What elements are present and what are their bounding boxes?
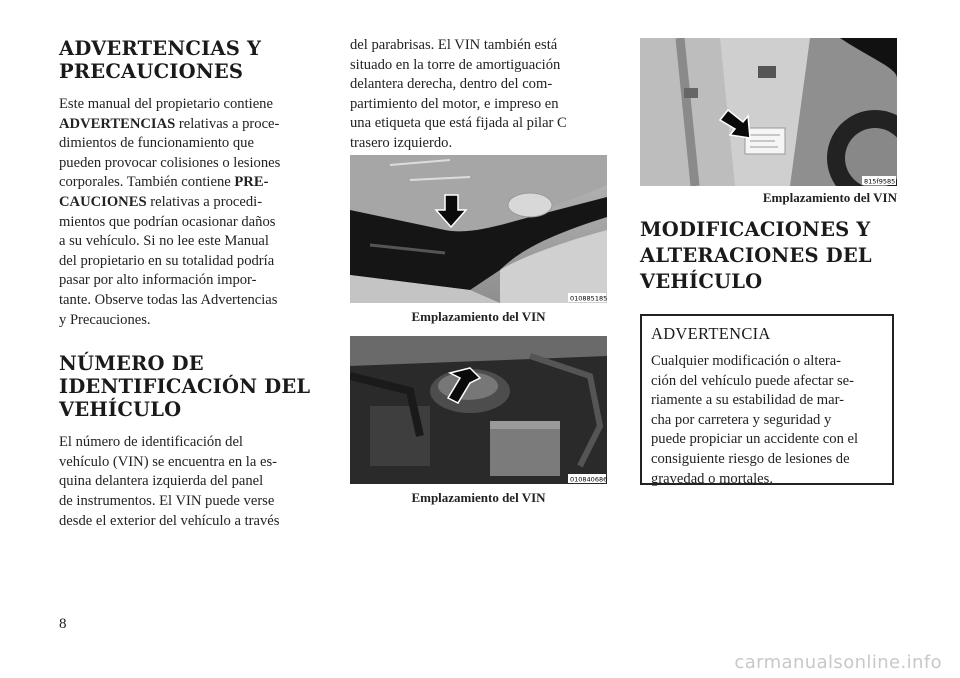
- title-line: ADVERTENCIAS Y: [59, 37, 262, 60]
- engine-photo: [350, 336, 607, 484]
- body-line: delantera derecha, dentro del com-: [350, 76, 553, 93]
- text-run: relativas a proce-: [175, 115, 280, 132]
- warning-box: [640, 314, 894, 485]
- bold-term: ADVERTENCIAS: [59, 115, 176, 132]
- body-line: mientos que podrían ocasionar daños: [59, 213, 276, 230]
- advertencias-body: [59, 95, 314, 330]
- body-line: desde el exterior del vehículo a través: [59, 512, 280, 529]
- vin-body: [59, 433, 314, 531]
- title-line: ALTERACIONES DEL: [640, 244, 872, 267]
- figure-windshield-vin: [350, 155, 607, 303]
- text-run: relativas a procedi-: [146, 193, 263, 210]
- warning-line: gravedad o mortales.: [651, 470, 773, 487]
- body-line: situado en la torre de amortiguación: [350, 56, 561, 73]
- body-line: de instrumentos. El VIN puede verse: [59, 492, 275, 509]
- body-line: quina delantera izquierda del panel: [59, 473, 264, 490]
- figure-caption: Emplazamiento del VIN: [411, 490, 546, 505]
- figure-code: 815f9585: [864, 177, 896, 186]
- bold-term: PRE-: [234, 174, 269, 191]
- page-number: 8: [59, 616, 67, 632]
- body-line: [59, 173, 314, 193]
- body-line: a su vehículo. Si no lee este Manual: [59, 233, 269, 250]
- figure-engine-vin: [350, 336, 607, 484]
- warning-line: riamente a su estabilidad de mar-: [651, 392, 844, 409]
- body-line: pueden provocar colisiones o lesiones: [59, 154, 281, 171]
- watermark: carmanualsonline.info: [734, 652, 942, 673]
- body-line: del parabrisas. El VIN también está: [350, 37, 558, 53]
- body-line: vehículo (VIN) se encuentra en la es-: [59, 453, 277, 470]
- body-line: dimientos de funcionamiento que: [59, 135, 254, 152]
- title-line: VEHÍCULO: [640, 270, 763, 293]
- section-title-advertencias: [59, 37, 314, 83]
- body-line: Este manual del propietario contiene: [59, 96, 273, 112]
- pillar-photo: [640, 38, 897, 186]
- title-line: MODIFICACIONES Y: [640, 218, 871, 241]
- body-line: El número de identificación del: [59, 434, 243, 451]
- figure-pillar-vin: [640, 38, 897, 186]
- figure-caption: Emplazamiento del VIN: [762, 190, 897, 205]
- body-line: [59, 193, 314, 213]
- bold-term: CAUCIONES: [59, 193, 147, 210]
- body-line: una etiqueta que está fijada al pilar C: [350, 115, 567, 132]
- title-line: NÚMERO DE: [59, 352, 204, 376]
- title-line: PRECAUCIONES: [59, 60, 244, 83]
- figure-caption: Emplazamiento del VIN: [411, 309, 546, 324]
- warning-line: Cualquier modificación o altera-: [651, 353, 842, 369]
- text-run: corporales. También contiene: [59, 174, 235, 191]
- figure-code: 010885185: [570, 294, 607, 303]
- warning-heading: ADVERTENCIA: [651, 324, 771, 343]
- title-line: VEHÍCULO: [59, 398, 182, 422]
- windshield-photo: [350, 155, 607, 303]
- body-line: y Precauciones.: [59, 311, 151, 328]
- title-line: IDENTIFICACIÓN DEL: [59, 375, 311, 399]
- body-line: trasero izquierdo.: [350, 134, 453, 151]
- section-title-vin: [59, 352, 314, 421]
- warning-line: puede propiciar un accidente con el: [651, 431, 859, 448]
- column-middle: [350, 36, 607, 154]
- section-title-modificaciones: [640, 217, 897, 295]
- figure-code: 010840686: [570, 475, 607, 484]
- body-line: [59, 115, 314, 135]
- body-line: partimiento del motor, e impreso en: [350, 95, 559, 112]
- warning-line: cha por carretera y seguridad y: [651, 411, 832, 428]
- warning-line: ción del vehículo puede afectar se-: [651, 372, 854, 389]
- body-line: tante. Observe todas las Advertencias: [59, 291, 278, 308]
- warning-line: consiguiente riesgo de lesiones de: [651, 450, 850, 467]
- body-line: del propietario en su totalidad podría: [59, 252, 275, 269]
- body-line: pasar por alto información impor-: [59, 272, 257, 289]
- column-left: [59, 0, 314, 531]
